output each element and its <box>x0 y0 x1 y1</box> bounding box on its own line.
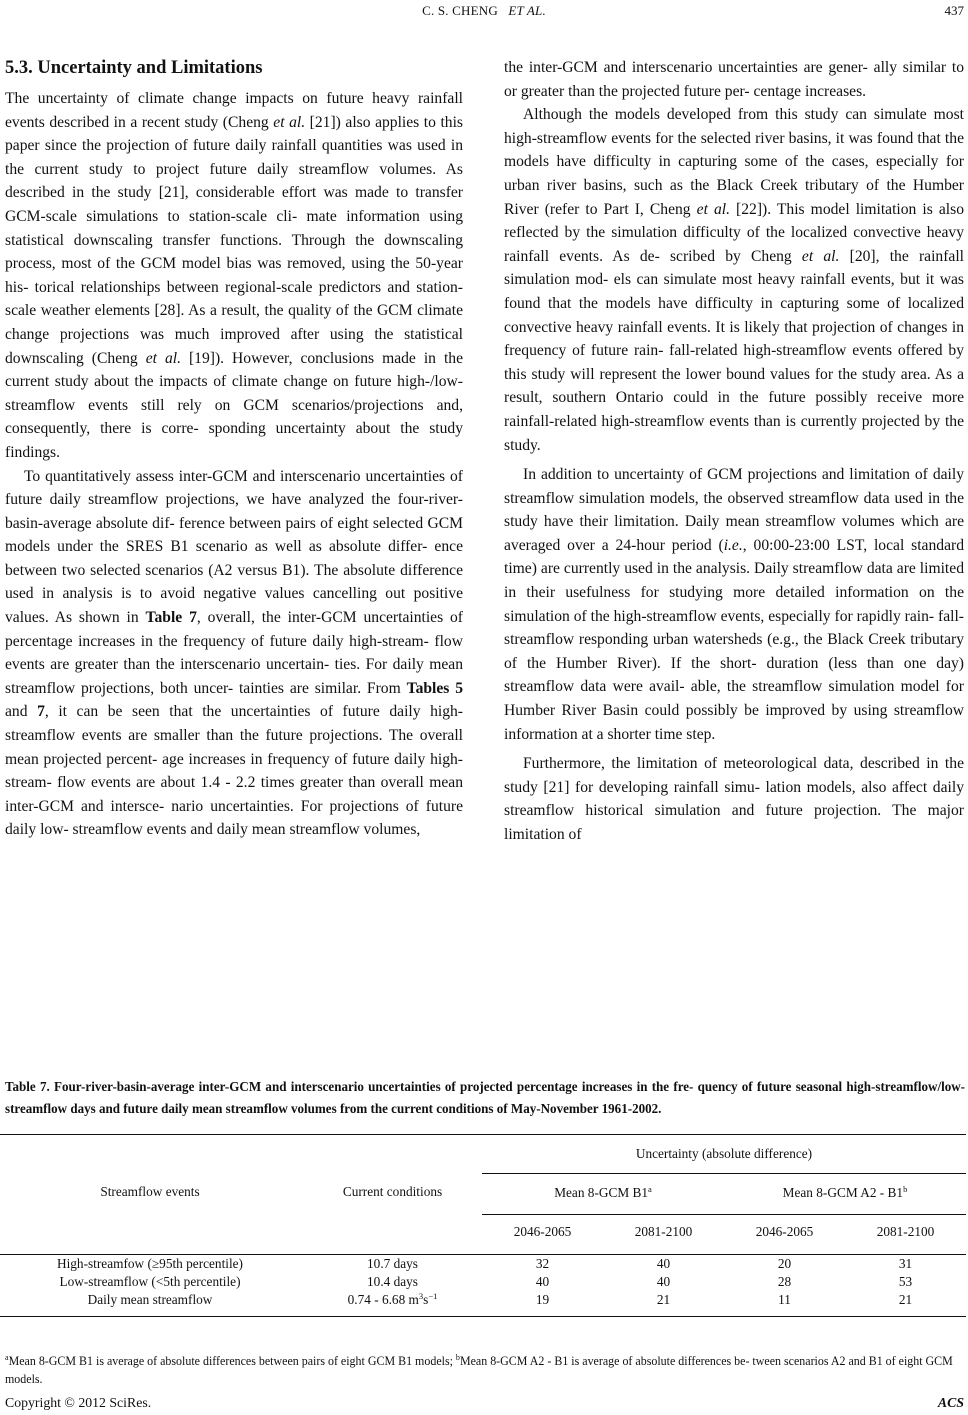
paragraph: The uncertainty of climate change impacts on future heavy rainfall events described in a recent study (Cheng et al. [21]) also applies to this paper since the projection of future daily rainfall quantities was used in the current study to project future daily streamflow volumes. As described in the study [21], considerable effort was made to transfer GCM-scale simulations to station-scale cli- mate information using statistical downscaling transfer functions. Through the downscaling process, most of the GCM model bias was removed, using the 50-year his- torical relationships between regional-scale predictors and station-scale weather elements [28]. As a result, the quality of the GCM climate change projections was much improved after using the statistical downscaling (Cheng et al. [19]). However, conclusions made in the current study about the impacts of climate change on future high-/low-streamflow events still rely on GCM scenarios/projections and, consequently, there is corre- sponding uncertainty about the study findings. <box>5 90 464 461</box>
header-group-rule <box>482 1173 966 1174</box>
copyright-notice: Copyright © 2012 SciRes. <box>5 1395 152 1410</box>
cell-value: 40 <box>535 1274 550 1289</box>
header-current-conditions: Current conditions <box>342 1184 443 1199</box>
running-head <box>0 0 968 20</box>
header-streamflow-events: Streamflow events <box>100 1184 200 1199</box>
paragraph: To quantitatively assess inter-GCM and interscenario uncertainties of future daily streamflow projections, we have analyzed the four-river-basin-average absolute dif- ference between pairs of eight selected GCM models under the SRES B1 scenario as well as absolute differ- ence between two selected scenarios (A2 versus B1). The absolute difference used in analysis is to avoid negative values cancelling out positive values. As shown in Table 7, overall, the inter-GCM uncertainties of percentage increases in the frequency of future daily high-stream- flow events are greater than the interscenario uncertain- ties. For daily mean streamflow projections, both uncer- tainties are similar. From Tables 5 and 7, it can be seen that the uncertainties of future daily high-streamflow events are smaller than the future projections. The overall mean projected percent- age increases in frequency of future daily high-stream- flow events are about 1.4 - 2.2 times greater than overall mean inter-GCM and intersce- nario uncertainties. For projections of future daily low- streamflow events and daily mean streamflow volumes, <box>5 467 464 839</box>
cell-event: High-streamfow (≥95th percentile) <box>56 1256 243 1271</box>
cell-current: 10.4 days <box>367 1274 418 1289</box>
cell-current: 0.74 - 6.68 $m^3s^{-1}$ <box>347 1291 438 1307</box>
left-column <box>5 56 463 842</box>
cell-event: Daily mean streamflow <box>87 1292 213 1307</box>
cell-value: 11 <box>778 1292 791 1307</box>
header-mean-8gcm-b1: Mean 8-GCM B1$^a$ <box>554 1184 652 1200</box>
table-reference: Table 7 <box>145 609 197 627</box>
section-heading: 5.3. Uncertainty and Limitations <box>5 58 263 78</box>
cell-value: 40 <box>656 1256 671 1271</box>
header-period: 2081-2100 <box>876 1224 935 1239</box>
cell-value: 40 <box>656 1274 671 1289</box>
paragraph: Although the models developed from this study can simulate most high-streamflow events for the selected river basins, it was found that the models have difficulty in capturing some of the cases, especially for urban river basins, such as the Black Creek tributary of the Humber River (refer to Part I, Cheng et al. [22]). This model limitation is also reflected by the simulation difficulty of the localized convective heavy rainfall events. As de- scribed by Cheng et al. [20], the rainfall simulation mod- els can simulate most heavy rainfall events, but it was found that the models have difficulty in capturing some of localized convective heavy rainfall events. It is likely that projection of changes in frequency of future rain- fall-related high-streamflow events offered by this study will represent the lower bound values for the study area. As a result, southern Ontario could in the future possibly receive more rainfall-related high-streamflow events than is currently projected by the study. <box>504 106 964 454</box>
page-number: 437 <box>944 3 964 18</box>
table-reference: 7 <box>37 703 45 721</box>
cell-value: 32 <box>535 1256 550 1271</box>
right-column <box>504 56 964 847</box>
table-caption: Table 7. Four-river-basin-average inter-GCM and interscenario uncertainties of projected percentage increases in the fre- quency of future seasonal high-streamflow/low-streamflow days and future daily mean streamflow volumes from the current conditions of May-November 1961-2002. <box>5 1079 965 1116</box>
cell-value: 31 <box>898 1256 913 1271</box>
paragraph: the inter-GCM and interscenario uncertainties are gener- ally similar to or greater than the projected future per- centage increases. <box>504 59 964 100</box>
header-sub-rule <box>482 1214 966 1215</box>
header-mean-8gcm-a2-b1: Mean 8-GCM A2 - B1$^b$ <box>782 1184 908 1200</box>
cell-value: 28 <box>777 1274 792 1289</box>
table-top-rule <box>0 1134 966 1135</box>
cell-value: 53 <box>898 1274 913 1289</box>
cell-current: 10.7 days <box>367 1256 418 1271</box>
running-head-authors: C. S. CHENG ET AL. <box>422 3 546 18</box>
header-period: 2046-2065 <box>513 1224 572 1239</box>
header-bottom-rule <box>0 1254 966 1255</box>
header-period: 2081-2100 <box>634 1224 693 1239</box>
table-bottom-rule <box>0 1316 966 1317</box>
cell-event: Low-streamflow (<5th percentile) <box>59 1274 241 1289</box>
cell-value: 19 <box>535 1292 550 1307</box>
paragraph: Furthermore, the limitation of meteorological data, described in the study [21] for developing rainfall simu- lation models, also affect daily streamflow historical simulation and future projection. The major limitation of <box>504 755 964 843</box>
journal-abbrev: ACS <box>937 1395 964 1410</box>
header-period: 2046-2065 <box>755 1224 814 1239</box>
header-group-uncertainty: Uncertainty (absolute difference) <box>635 1146 813 1161</box>
table-reference: Tables 5 <box>406 679 464 697</box>
paragraph: In addition to uncertainty of GCM projections and limitation of daily streamflow simulation models, the observed streamflow data used in the study have their limitation. Daily mean streamflow volumes which are averaged over a 24-hour period (i.e., 00:00-23:00 LST, local standard time) are currently used in the analysis. Daily streamflow data are limited in their usefulness for studying more detailed information on the simulation of the high-streamflow events, especially for rapidly rain- fall-streamflow responding urban watersheds (e.g., the Black Creek tributary of the Humber River). If the short- duration (less than one day) streamflow data were avail- able, the streamflow simulation model for Humber River Basin could possibly be improved by using streamflow information at a shorter time step. <box>504 466 964 743</box>
cell-value: 21 <box>898 1292 913 1307</box>
cell-value: 21 <box>656 1292 671 1307</box>
cell-value: 20 <box>777 1256 792 1271</box>
table-footnote: $^a$Mean 8-GCM B1 is average of absolute differences between pairs of eight GCM B1 models; $^b$Mean 8-GCM A2 - B1 is average of absolute differences be- tween scenarios A2 and B1 of eight GCM models. <box>5 1352 953 1386</box>
